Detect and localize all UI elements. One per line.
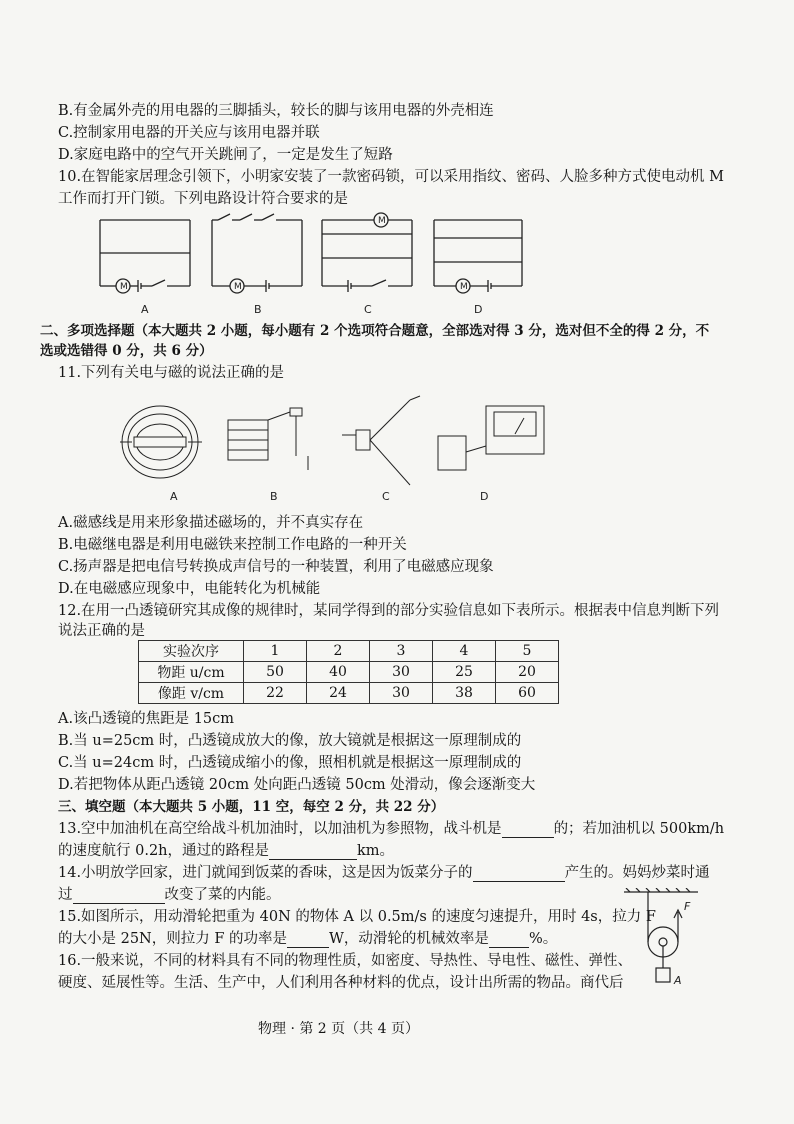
circuit-label-d: D: [474, 303, 483, 316]
circuit-label-c: C: [364, 303, 372, 316]
q13-text: 的；若加油机以 500km/h: [553, 821, 725, 837]
fig-label-c: C: [382, 490, 390, 503]
q16-line2: 硬度、延展性等。生活、生产中，人们利用各种材料的优点，设计出所需的物品。商代后: [58, 975, 624, 991]
page-footer: 物理 · 第 2 页（共 4 页）: [258, 1021, 419, 1037]
circuit-label-a: A: [141, 303, 149, 316]
table-cell: 3: [370, 641, 433, 662]
q14-text: 14.小明放学回家，进门就闻到饭菜的香味，这是因为饭菜分子的: [58, 865, 473, 881]
object-label: A: [674, 974, 682, 987]
table-cell: 实验次序: [139, 641, 244, 662]
answer-blank[interactable]: [287, 933, 329, 948]
table-cell: 40: [307, 662, 370, 683]
q11-figures: [120, 390, 560, 510]
fig-label-d: D: [480, 490, 489, 503]
circuit-c: [322, 213, 412, 292]
table-cell: 24: [307, 683, 370, 704]
q12-option-b: B.当 u=25cm 时，凸透镜成放大的像，放大镜就是根据这一原理制成的: [58, 733, 522, 749]
q15-text: W，动滑轮的机械效率是: [329, 931, 489, 947]
circuit-a: [100, 220, 190, 293]
q15-line2: [58, 930, 557, 948]
table-header-row: [139, 641, 559, 662]
q14-text: 产生的。妈妈炒菜时通: [564, 865, 710, 881]
table-cell: 38: [433, 683, 496, 704]
q10-stem-line1: 10.在智能家居理念引领下，小明家安装了一款密码锁，可以采用指纹、密码、人脸多种方式使电动机 M: [58, 169, 725, 185]
circuit-label-b: B: [254, 303, 262, 316]
answer-blank[interactable]: [502, 823, 554, 838]
q10-stem-line2: 工作而打开门锁。下列电路设计符合要求的是: [58, 191, 348, 207]
q14-text: 改变了菜的内能。: [164, 887, 281, 903]
q11-option-a: A.磁感线是用来形象描述磁场的，并不真实存在: [58, 515, 364, 531]
table-cell: 60: [496, 683, 559, 704]
speaker-figure: [342, 396, 420, 485]
force-label: F: [684, 900, 691, 913]
table-cell: 20: [496, 662, 559, 683]
q12-option-c: C.当 u=24cm 时，凸透镜成缩小的像，照相机就是根据这一原理制成的: [58, 755, 522, 771]
magnet-field-figure: [120, 406, 202, 478]
q13-text: km。: [357, 843, 395, 859]
q12-stem-line2: 说法正确的是: [58, 623, 145, 639]
q10-circuit-figures: [90, 208, 550, 320]
section2-title-line1: 二、多项选择题（本大题共 2 小题，每小题有 2 个选项符合题意，全部选对得 3 分，选对但不全的得 2 分，不: [40, 323, 710, 339]
answer-blank[interactable]: [269, 845, 357, 860]
q15-line1: 15.如图所示，用动滑轮把重为 40N 的物体 A 以 0.5m/s 的速度匀速提升，用时 4s，拉力 F: [58, 909, 656, 925]
q13-text: 的速度航行 0.2h，通过的路程是: [58, 843, 270, 859]
fig-label-a: A: [170, 490, 178, 503]
q9-option-b: B.有金属外壳的用电器的三脚插头，较长的脚与该用电器的外壳相连: [58, 103, 494, 119]
circuit-d: [434, 220, 522, 293]
q11-option-b: B.电磁继电器是利用电磁铁来控制工作电路的一种开关: [58, 537, 407, 553]
motor-label: M: [234, 282, 242, 292]
q13-text: 13.空中加油机在高空给战斗机加油时，以加油机为参照物，战斗机是: [58, 821, 502, 837]
q9-option-c: C.控制家用电器的开关应与该用电器并联: [58, 125, 320, 141]
table-row: [139, 683, 559, 704]
q15-text: 的大小是 25N，则拉力 F 的功率是: [58, 931, 288, 947]
table-cell: 像距 v/cm: [139, 683, 244, 704]
table-cell: 2: [307, 641, 370, 662]
section2-title-line2: 选或选错得 0 分，共 6 分）: [40, 343, 213, 359]
q12-option-d: D.若把物体从距凸透镜 20cm 处向距凸透镜 50cm 处滑动，像会逐渐变大: [58, 777, 536, 793]
q9-option-d: D.家庭电路中的空气开关跳闸了，一定是发生了短路: [58, 147, 393, 163]
q15-text: %。: [528, 931, 558, 947]
q11-stem: 11.下列有关电与磁的说法正确的是: [58, 365, 285, 381]
q12-stem-line1: 12.在用一凸透镜研究其成像的规律时，某同学得到的部分实验信息如下表所示。根据表中信息判断下列: [58, 603, 720, 619]
table-cell: 4: [433, 641, 496, 662]
motor-label: M: [378, 216, 386, 226]
q13-line1: [58, 820, 724, 838]
q12-option-a: A.该凸透镜的焦距是 15cm: [58, 711, 235, 727]
fig-label-b: B: [270, 490, 278, 503]
table-cell: 物距 u/cm: [139, 662, 244, 683]
experiment-table: [138, 640, 559, 704]
table-cell: 25: [433, 662, 496, 683]
q14-line2: [58, 886, 281, 904]
table-cell: 1: [244, 641, 307, 662]
q13-line2: [58, 842, 394, 860]
section3-title: 三、填空题（本大题共 5 小题，11 空，每空 2 分，共 22 分）: [58, 799, 445, 815]
circuit-b: [212, 214, 302, 293]
relay-figure: [228, 408, 308, 470]
answer-blank[interactable]: [73, 889, 165, 904]
q14-line1: [58, 864, 710, 882]
motor-label: M: [460, 282, 468, 292]
pulley-figure: [622, 888, 702, 998]
answer-blank[interactable]: [473, 867, 565, 882]
q16-line1: 16.一般来说，不同的材料具有不同的物理性质，如密度、导热性、导电性、磁性、弹性、: [58, 953, 633, 969]
table-cell: 50: [244, 662, 307, 683]
table-row: [139, 662, 559, 683]
motor-label: M: [120, 282, 128, 292]
q11-option-d: D.在电磁感应现象中，电能转化为机械能: [58, 581, 321, 597]
generator-figure: [438, 406, 544, 470]
q14-text: 过: [58, 887, 73, 903]
table-cell: 30: [370, 662, 433, 683]
table-cell: 5: [496, 641, 559, 662]
table-cell: 22: [244, 683, 307, 704]
answer-blank[interactable]: [489, 933, 529, 948]
q11-option-c: C.扬声器是把电信号转换成声信号的一种装置，利用了电磁感应现象: [58, 559, 494, 575]
table-cell: 30: [370, 683, 433, 704]
